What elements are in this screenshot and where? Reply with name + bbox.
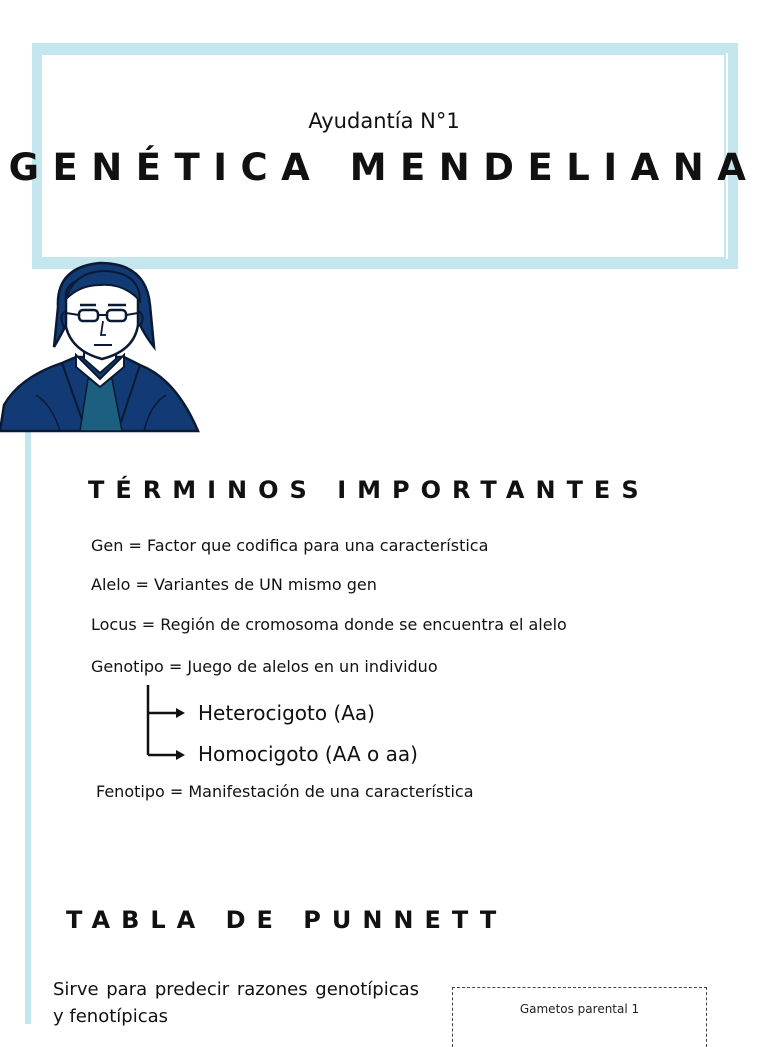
punnett-table-box (452, 987, 707, 1047)
mendel-portrait-icon (0, 255, 200, 433)
term-alelo: Alelo = Variantes de UN mismo gen (91, 575, 377, 594)
page-title: GENÉTICA MENDELIANA (8, 146, 760, 189)
punnett-description: Sirve para predecir razones genotípicas y fenotípicas (53, 979, 419, 1027)
left-accent-bar (25, 425, 31, 1024)
punnett-heading: TABLA DE PUNNETT (66, 906, 508, 934)
term-fenotipo: Fenotipo = Manifestación de una característica (96, 782, 474, 801)
term-genotipo: Genotipo = Juego de alelos en un individuo (91, 657, 438, 676)
term-locus: Locus = Región de cromosoma donde se encuentra el alelo (91, 615, 567, 634)
branch-arrows-icon (140, 683, 200, 765)
genotype-heterocigoto: Heterocigoto (Aa) (198, 701, 375, 725)
terms-heading: TÉRMINOS IMPORTANTES (88, 476, 650, 504)
genotype-homocigoto: Homocigoto (AA o aa) (198, 742, 418, 766)
term-gen: Gen = Factor que codifica para una característica (91, 536, 489, 555)
punnett-table-label: Gametos parental 1 (519, 1002, 640, 1016)
page-subtitle: Ayudantía N°1 (308, 109, 460, 133)
